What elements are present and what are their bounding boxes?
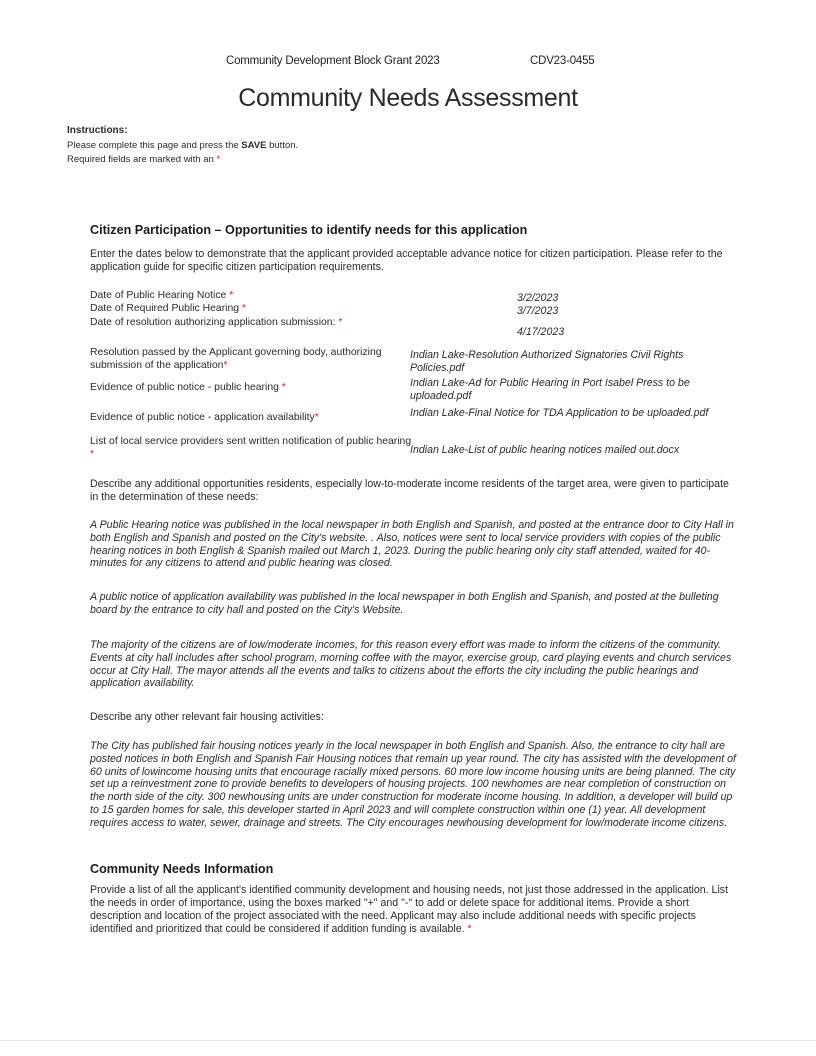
- field-value-service-providers: Indian Lake-List of public hearing notices mailed out.docx: [410, 444, 680, 456]
- field-label-text: Evidence of public notice - application availability: [90, 412, 315, 423]
- field-value-public-hearing-notice: 3/2/2023: [517, 292, 559, 304]
- needs-section-title: Community Needs Information: [90, 862, 274, 876]
- answer-paragraph-2: A public notice of application availability was published in the local newspaper in both English and Spanish, and posted at the bulleting board by the entrance to city hall and posted on the City's Website.: [90, 591, 719, 616]
- field-label-text: Date of Public Hearing Notice: [90, 290, 227, 301]
- program-name: Community Development Block Grant 2023: [226, 55, 440, 67]
- instructions-line-1: [67, 139, 298, 154]
- required-mark: *: [229, 290, 234, 301]
- fair-housing-prompt: Describe any other relevant fair housing activities:: [90, 711, 324, 723]
- field-value-resolution-file: Indian Lake-Resolution Authorized Signatories Civil Rights Policies.pdf: [410, 349, 684, 374]
- required-mark: *: [216, 154, 221, 165]
- additional-opportunities-prompt: Describe any additional opportunities residents, especially low-to-moderate income residents of the target area, were given to participate in the determination of these needs:: [90, 478, 729, 503]
- citizen-section-title: Citizen Participation – Opportunities to identify needs for this application: [90, 223, 528, 237]
- field-label-text: Date of Required Public Hearing: [90, 303, 240, 314]
- field-value-application-availability: Indian Lake-Final Notice for TDA Application to be uploaded.pdf: [410, 407, 709, 419]
- required-mark: *: [314, 412, 319, 423]
- instructions-line-1-pre: Please complete this page and press the: [67, 139, 242, 151]
- field-label-text: List of local service providers sent written notification of public hearing: [90, 436, 412, 447]
- required-mark: *: [90, 448, 95, 460]
- application-code: CDV23-0455: [530, 55, 595, 67]
- page-bottom-rule: [0, 1040, 816, 1041]
- instructions-line-1-post: button.: [266, 139, 299, 151]
- field-label-service-providers: [90, 436, 412, 461]
- citizen-intro: Enter the dates below to demonstrate that the applicant provided acceptable advance notice for citizen participation. Please refer to the application guide for specific citizen participation requirements.: [90, 248, 723, 273]
- instructions-line-2-text: Required fields are marked with an: [67, 154, 217, 165]
- required-mark: *: [338, 317, 343, 328]
- required-mark: *: [467, 923, 472, 935]
- field-label-resolution-date: [90, 317, 342, 330]
- instructions-line-2: [67, 153, 298, 168]
- instructions: [67, 124, 298, 168]
- field-value-resolution-date: 4/17/2023: [517, 326, 565, 338]
- instructions-heading: Instructions:: [67, 125, 128, 136]
- required-mark: *: [241, 303, 246, 314]
- field-label-public-hearing-evidence: [90, 382, 286, 395]
- field-value-public-hearing-evidence: Indian Lake-Ad for Public Hearing in Port Isabel Press to be uploaded.pdf: [410, 377, 690, 402]
- field-label-text: Evidence of public notice - public hearing: [90, 382, 279, 393]
- field-value-required-public-hearing: 3/7/2023: [517, 305, 559, 317]
- field-label-text: Date of resolution authorizing application submission:: [90, 317, 336, 328]
- required-mark: *: [223, 359, 228, 371]
- needs-body: [90, 884, 736, 936]
- field-label-application-availability: [90, 412, 319, 425]
- page-title: Community Needs Assessment: [238, 84, 578, 112]
- fair-housing-answer: The City has published fair housing notices yearly in the local newspaper in both English and Spanish. Also, the entrance to city hall are posted notices in both English and Spanish Fair Housing notices that remain up year round. The city has assisted with the development of 60 units of lowincome housing units that encourage racially mixed persons. 60 more low income housing units are being planned. The city set up a reinvestment zone to provide benefits to developers of housing projects. 100 newhomes are near completion of construction on the north side of the city. 300 newhousing units are under construction for moderate income housing. In addition, a developer will build up to 15 garden homes for sale, this developer started in April 2023 and will complete construction within one (1) year. All development requires access to water, sewer, drainage and streets. The City encourages newhousing development for low/moderate income citizens.: [90, 740, 737, 829]
- answer-paragraph-1: A Public Hearing notice was published in the local newspaper in both English and Spanish, and posted at the entrance door to City Hall in both English and Spanish and posted on the City's website. . Also, notices were sent to local service providers with copies of the public hearing notices in both English & Spanish mailed out March 1, 2023. During the public hearing only city staff attended, waited for 40-minutes for any citizens to attend and public hearing was closed.: [90, 519, 734, 570]
- answer-paragraph-3: The majority of the citizens are of low/moderate incomes, for this reason every effort was made to inform the citizens of the community. Events at city hall includes after school program, morning coffee with the mayor, exercise group, card playing events and church services occur at City Hall. The mayor attends all the events and talks to citizens about the efforts the city including the public hearings and application availability.: [90, 639, 732, 690]
- needs-body-text: Provide a list of all the applicant's identified community development and housing needs, not just those addressed in the application. List the needs in order of importance, using the boxes marked "+" and "-" to add or delete space for additional items. Provide a short description and location of the project associated with the need. Applicant may also include additional needs with specific projects identified and prioritized that could be considered if addition funding is available.: [90, 884, 729, 935]
- field-label-text: Resolution passed by the Applicant governing body, authorizing submission of the application: [90, 347, 382, 371]
- field-label-resolution: [90, 347, 390, 372]
- save-keyword: SAVE: [241, 139, 267, 151]
- required-mark: *: [281, 382, 286, 393]
- field-label-required-public-hearing: [90, 303, 246, 316]
- field-label-public-hearing-notice: [90, 290, 233, 303]
